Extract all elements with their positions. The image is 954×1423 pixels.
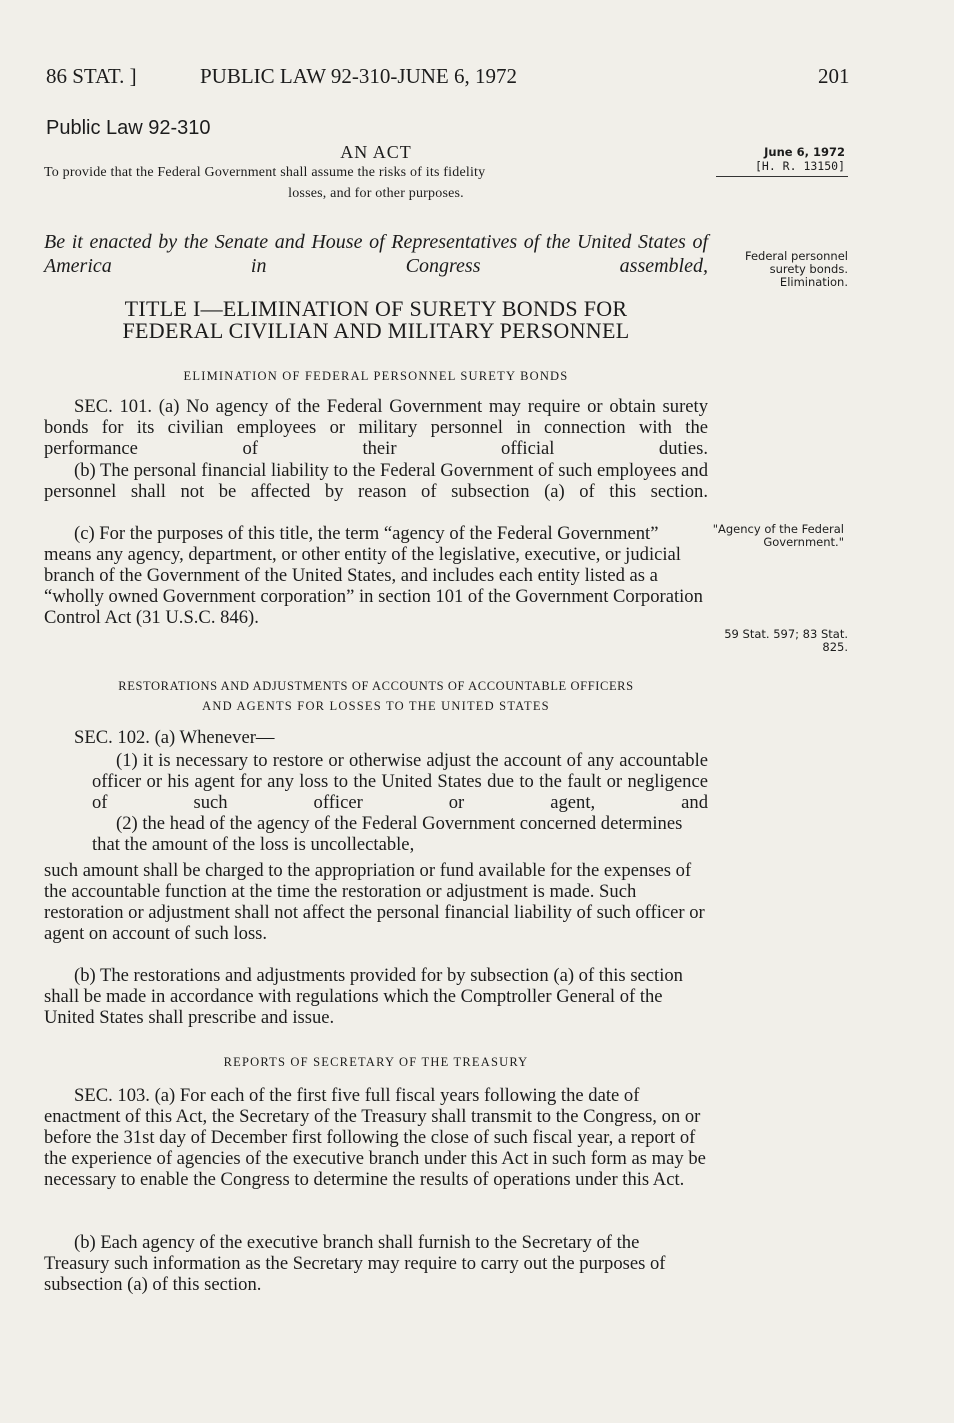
section-heading-reports: REPORTS OF SECRETARY OF THE TREASURY <box>223 1055 529 1069</box>
section-heading-elimination: ELIMINATION OF FEDERAL PERSONNEL SURETY BONDS <box>183 369 569 383</box>
sec-102-b: (b) The restorations and adjustments provided for by subsection (a) of this section shall be made in accordance with regulations which the Comptroller General of the United States shall prescribe and issue. <box>44 965 683 1028</box>
section-heading-restorations-2: AND AGENTS FOR LOSSES TO THE UNITED STATES <box>202 699 550 713</box>
sec-102-continuation: such amount shall be charged to the appropriation or fund available for the expenses of the accountable function at the time the restoration or adjustment is made. Such restoration or adjustment shall not affect the personal financial liability of such officer or agent on account of such loss. <box>44 860 705 944</box>
purpose-line-2: losses, and for other purposes. <box>288 186 464 201</box>
title-one-line-2: FEDERAL CIVILIAN AND MILITARY PERSONNEL <box>122 318 630 343</box>
sec-102-a-1: (1) it is necessary to restore or otherwise adjust the account of any accountable officer or his agent for any loss to the United States due to the fault or negligence of such officer or agent, and <box>92 750 708 813</box>
margin-bill-number: [H. R. 13150] <box>754 159 845 173</box>
purpose-line-1: To provide that the Federal Government shall assume the risks of its fidelity <box>44 165 486 180</box>
sec-103-b: (b) Each agency of the executive branch shall furnish to the Secretary of the Treasury such information as the Secretary may require to carry out the purposes of subsection (a) of this section. <box>44 1232 666 1295</box>
running-title: PUBLIC LAW 92-310-JUNE 6, 1972 <box>200 64 517 88</box>
sec-101-b: (b) The personal financial liability to the Federal Government of such employees and personnel shall not be affected by reason of subsection (a) of this section. <box>44 460 708 502</box>
stat-reference: 86 STAT. ] <box>46 64 137 88</box>
margin-note-agency-definition: "Agency of the Federal Government." <box>712 522 844 549</box>
act-heading: AN ACT <box>340 142 412 162</box>
margin-note-stat-citation: 59 Stat. 597; 83 Stat. 825. <box>724 627 848 654</box>
sec-102-a-2: (2) the head of the agency of the Federal Government concerned determines that the amount of the loss is uncollectable, <box>92 813 683 855</box>
title-one-line-1: TITLE I—ELIMINATION OF SURETY BONDS FOR <box>124 296 628 321</box>
sec-101-a: SEC. 101. (a) No agency of the Federal Government may require or obtain surety bonds for its civilian employees or military personnel in connection with the performance of their official duties. <box>44 396 708 459</box>
sec-102-a-intro: SEC. 102. (a) Whenever— <box>74 727 275 748</box>
law-number: Public Law 92-310 <box>46 117 211 139</box>
section-heading-restorations-1: RESTORATIONS AND ADJUSTMENTS OF ACCOUNTS OF ACCOUNTABLE OFFICERS <box>118 679 634 693</box>
sec-103-a: SEC. 103. (a) For each of the first five full fiscal years following the date of enactment of this Act, the Secretary of the Treasury shall transmit to the Congress, on or before the 31st day of December first following the close of such fiscal year, a report of the experience of agencies of the executive branch under this Act in such form as may be necessary to enable the Congress to determine the results of operations under this Act. <box>44 1085 706 1190</box>
page-number: 201 <box>818 64 850 88</box>
margin-note-surety-bonds: Federal personnel surety bonds. Elimination. <box>744 249 848 289</box>
margin-rule <box>716 176 848 177</box>
margin-date: June 6, 1972 <box>764 145 845 159</box>
sec-101-c: (c) For the purposes of this title, the term “agency of the Federal Government” means any agency, department, or other entity of the legislative, executive, or judicial branch of the Government of the United States, and includes each entity listed as a “wholly owned Government corporation” in section 101 of the Government Corporation Control Act (31 U.S.C. 846). <box>44 523 703 628</box>
enacting-clause: Be it enacted by the Senate and House of Representatives of the United States of America in Congress assembled, <box>44 231 708 277</box>
